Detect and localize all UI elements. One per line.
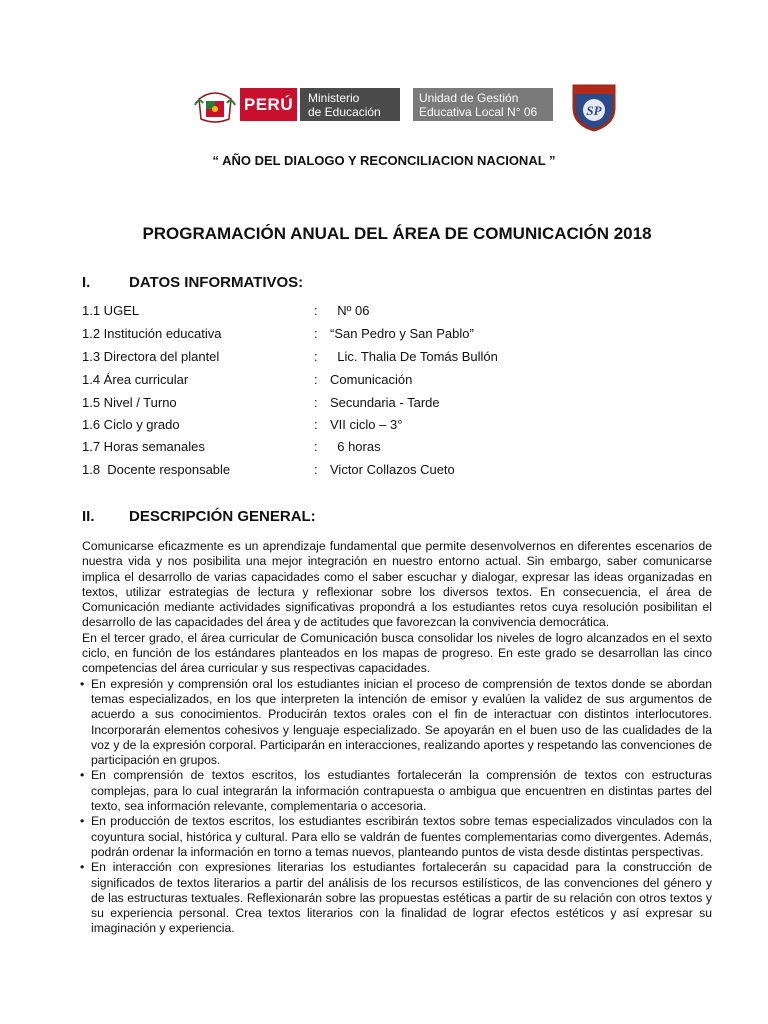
info-colon: :: [314, 372, 318, 387]
info-row-nivel: [82, 395, 702, 413]
section-descripcion-general: [82, 508, 316, 525]
year-motto: “ AÑO DEL DIALOGO Y RECONCILIACION NACIONAL ”: [212, 153, 556, 168]
competency-list: [82, 677, 712, 937]
info-row-horas: [82, 439, 702, 457]
bullet-icon: •: [80, 768, 85, 783]
school-emblem-icon: [570, 80, 618, 132]
info-key: 1.3 Directora del plantel: [82, 349, 220, 364]
bullet-icon: •: [80, 676, 85, 691]
info-colon: :: [314, 395, 318, 410]
ugel-line2: Educativa Local N° 06: [419, 105, 538, 119]
list-item-text: En interacción con expresiones literarias los estudiantes fortalecerán su capacidad para la construcción de significados de textos literarios a partir del análisis de los recursos estilísticos, de las convenciones del género y de las estructuras textuales. Reflexionarán sobre las propuestas estéticas a partir de su relación con otros textos y su experiencia personal. Crea textos literarios con la finalidad de lograr efectos estéticos y así expresar su imaginación y experiencia.: [91, 860, 712, 936]
paragraph: Comunicarse eficazmente es un aprendizaje fundamental que permite desenvolvernos en diferentes escenarios de nuestra vida y nos posibilita una mejor integración en nuestro entorno actual. Sin embargo, saber comunicarse implica el desarrollo de varias capacidades como el saber escuchar y dialogar, expresar las ideas organizadas en textos, utilizar estrategias de lectura y reflexionar sobre los diversos textos. En consecuencia, el área de Comunicación mediante actividades significativas propondrá a los estudiantes retos cuya resolución posibilitan el desarrollo de las capacidades del área y de actitudes que favorezcan la convivencia democrática.: [82, 539, 712, 630]
ministerio-line1: Ministerio: [308, 91, 360, 105]
info-colon: :: [314, 417, 318, 432]
section-number: I.: [82, 274, 91, 291]
info-value: Lic. Thalia De Tomás Bullón: [330, 349, 498, 364]
info-value: Secundaria - Tarde: [330, 395, 440, 410]
info-value: Victor Collazos Cueto: [330, 462, 455, 477]
info-value: 6 horas: [330, 439, 381, 454]
bullet-icon: •: [80, 860, 85, 875]
info-row-area: [82, 372, 702, 390]
info-colon: :: [314, 462, 318, 477]
list-item-text: En expresión y comprensión oral los estudiantes inician el proceso de comprensión de textos donde se abordan temas especializados, en los que interpreten la intención de emisor y evalúen la validez de sus argumentos de acuerdo a sus conocimientos. Producirán textos orales con el fin de interactuar con distintos interlocutores. Incorporarán elementos cohesivos y lenguaje especializado. Se apoyarán en el buen uso de las cualidades de la voz y de la expresión corporal. Participarán en interacciones, realizando aportes y respetando las convenciones de participación en grupos.: [91, 676, 712, 768]
info-value: Nº 06: [330, 303, 370, 318]
ugel-label: [413, 88, 553, 121]
section-title: DATOS INFORMATIVOS:: [129, 274, 304, 291]
info-key: 1.1 UGEL: [82, 303, 140, 318]
bullet-icon: •: [80, 814, 85, 829]
list-item: [82, 768, 712, 814]
info-value: Comunicación: [330, 372, 413, 387]
info-key: 1.2 Institución educativa: [82, 326, 222, 341]
document-title: PROGRAMACIÓN ANUAL DEL ÁREA DE COMUNICACIÓN 2018: [142, 224, 652, 243]
info-value: VII ciclo – 3°: [330, 417, 403, 432]
ugel-line1: Unidad de Gestión: [419, 91, 519, 105]
info-colon: :: [314, 349, 318, 364]
info-key: 1.7 Horas semanales: [82, 439, 205, 454]
national-shield-icon: [193, 85, 237, 125]
info-colon: :: [314, 303, 318, 318]
info-value: “San Pedro y San Pablo”: [330, 326, 474, 341]
list-item-text: En producción de textos escritos, los estudiantes escribirán textos sobre temas especializados vinculados con la coyuntura social, histórica y cultural. Para ello se valdrán de fuentes complementarias como divergentes. Además, podrán ordenar la información en torno a temas nuevos, planteando puntos de vista desde distintas perspectivas.: [91, 814, 712, 859]
list-item: [82, 677, 712, 769]
info-key: 1.5 Nivel / Turno: [82, 395, 177, 410]
section-datos-informativos: [82, 274, 303, 291]
peru-label: PERÚ: [240, 88, 297, 121]
info-colon: :: [314, 326, 318, 341]
ministerio-line2: de Educación: [308, 105, 381, 119]
info-row-directora: [82, 349, 702, 367]
info-row-ciclo: [82, 417, 702, 435]
ministerio-label: [300, 88, 400, 121]
section-title: DESCRIPCIÓN GENERAL:: [129, 508, 316, 525]
info-row-ugel: [82, 303, 702, 321]
info-key: 1.8 Docente responsable: [82, 462, 231, 477]
info-key: 1.4 Área curricular: [82, 372, 189, 387]
info-colon: :: [314, 439, 318, 454]
paragraph: En el tercer grado, el área curricular de Comunicación busca consolidar los niveles de logro alcanzados en el sexto ciclo, en función de los estándares planteados en los mapas de progreso. En este grado se desarrollan las cinco competencias del área curricular y sus respectivas capacidades.: [82, 630, 712, 676]
list-item: [82, 814, 712, 860]
list-item: [82, 860, 712, 936]
info-row-institucion: [82, 326, 702, 344]
info-key: 1.6 Ciclo y grado: [82, 417, 180, 432]
svg-text:SP: SP: [586, 103, 602, 118]
info-row-docente: [82, 462, 702, 480]
description-body: [82, 539, 712, 937]
section-number: II.: [82, 508, 95, 525]
list-item-text: En comprensión de textos escritos, los estudiantes fortalecerán la comprensión de textos con estructuras complejas, para lo cual integrarán la información contrapuesta o ambigua que encuentren en distintas partes del texto, sea información relevante, complementaria o accesoria.: [91, 768, 712, 814]
